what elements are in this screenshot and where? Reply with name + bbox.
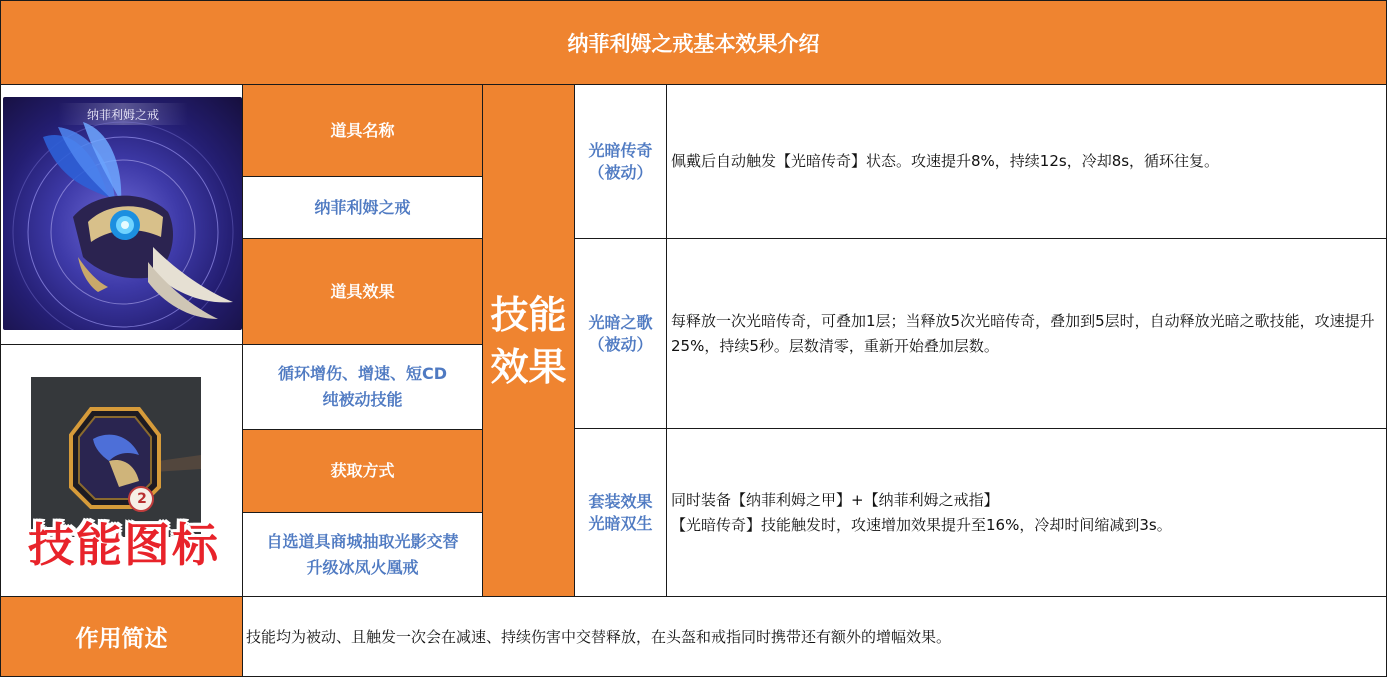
skill-type: （被动）	[588, 162, 653, 182]
skill-name-cell	[574, 84, 667, 239]
winged-helm-illustration	[3, 97, 242, 330]
skill-name-cell	[574, 428, 667, 597]
skill-effects-header-line-2: 效果	[490, 344, 567, 389]
skill-description: 每释放一次光暗传奇，可叠加1层；当释放5次光暗传奇，叠加到5层时，自动释放光暗之歌技能，攻速提升25%，持续5秒。层数清零，重新开始叠加层数。	[671, 312, 1375, 355]
skill-description-line-2: 【光暗传奇】技能触发时，攻速增加效果提升至16%，冷却时间缩减到3s。	[671, 516, 1172, 534]
item-obtain-line-2: 升级冰凤火凰戒	[306, 557, 419, 577]
item-image-cell	[0, 84, 243, 345]
skill-icon-badge: 2	[137, 491, 147, 507]
item-obtain-label	[242, 429, 483, 513]
page-title	[0, 0, 1387, 85]
item-effect-label	[242, 238, 483, 345]
skill-effects-header-line-1: 技能	[490, 292, 567, 337]
summary-text-cell	[242, 596, 1387, 677]
skill-effects-header	[482, 84, 575, 597]
skill-icon-caption: 技能图标	[28, 518, 220, 572]
item-obtain-line-1: 自选道具商城抽取光影交替	[266, 531, 459, 551]
item-effect-line-2: 纯被动技能	[322, 390, 403, 409]
skill-type: 光暗双生	[588, 513, 653, 533]
item-name-value-text: 纳菲利姆之戒	[314, 197, 411, 217]
item-artwork	[3, 97, 242, 330]
skill-type: （被动）	[588, 334, 653, 354]
item-effect-label-text: 道具效果	[330, 281, 395, 301]
skill-description-cell	[666, 428, 1387, 597]
item-name-label	[242, 84, 483, 177]
item-effect-value	[242, 344, 483, 430]
skill-name: 光暗之歌	[588, 312, 653, 332]
item-obtain-value	[242, 512, 483, 597]
skill-description-cell	[666, 238, 1387, 429]
item-effect-line-1: 循环增伤、增速、短CD	[277, 364, 448, 383]
item-artwork-label: 纳菲利姆之戒	[58, 103, 188, 125]
skill-name: 套装效果	[588, 491, 653, 511]
item-obtain-label-text: 获取方式	[330, 461, 395, 480]
skill-icon-cell	[0, 344, 243, 597]
summary-label	[0, 596, 243, 677]
skill-name: 光暗传奇	[588, 140, 653, 160]
item-name-label-text: 道具名称	[330, 120, 395, 140]
page-title-text: 纳菲利姆之戒基本效果介绍	[567, 31, 820, 56]
summary-text: 技能均为被动、且触发一次会在减速、持续伤害中交替释放，在头盔和戒指同时携带还有额外的增幅效果。	[246, 628, 952, 646]
skill-description: 佩戴后自动触发【光暗传奇】状态。攻速提升8%，持续12s，冷却8s，循环往复。	[671, 152, 1220, 170]
skill-description-line-1: 同时装备【纳菲利姆之甲】+【纳菲利姆之戒指】	[671, 491, 999, 509]
skill-description-cell	[666, 84, 1387, 239]
skill-name-cell	[574, 238, 667, 429]
item-name-value	[242, 176, 483, 239]
summary-label-text: 作用简述	[75, 626, 168, 652]
